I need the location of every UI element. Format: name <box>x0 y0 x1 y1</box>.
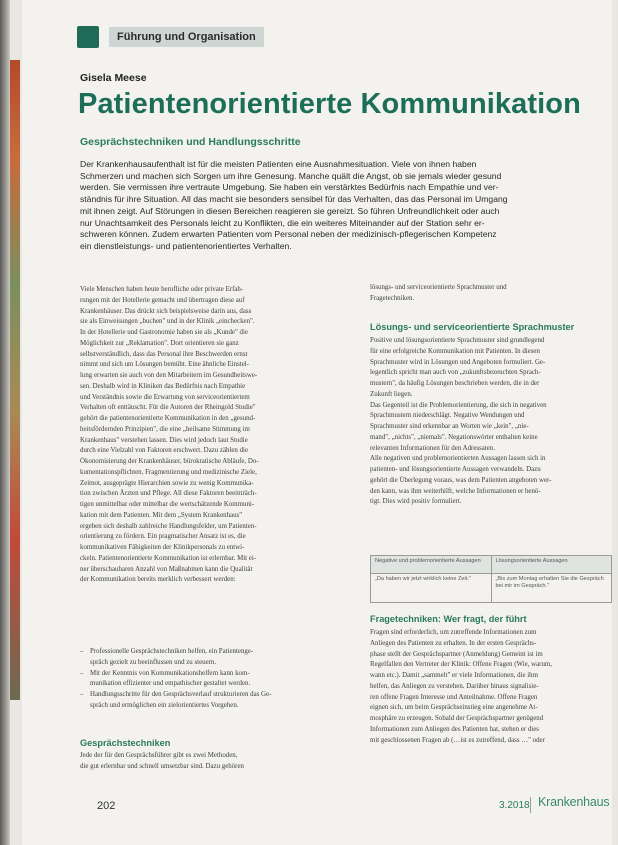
heading-gespraechstechniken: Gesprächstechniken <box>80 738 171 748</box>
text-line: relevanten Informationen für den Adressaten. <box>370 444 495 452</box>
text-line: sie als Einweisungen „buchen" und in der Klinik „einchecken". <box>80 318 255 326</box>
text-line: Sprachmustern niederschlägt. Negative Wendungen und <box>370 412 525 420</box>
list-item: spräch gezielt zu beeinflussen und zu steuern. <box>90 658 217 666</box>
text-line: Fragen sind erforderlich, um zutreffende Informationen zum <box>370 629 537 636</box>
text-line: kation mit dem Patienten. Mit dem „System Krankenhaus" <box>80 511 243 519</box>
section-label: Führung und Organisation <box>109 27 264 47</box>
list-item: – Handlungsschritte für den Gesprächsverlauf strukturieren das Ge- <box>80 690 325 701</box>
text-line: phase stellt der Gesprächspartner (Anmeldung) Gemeint ist im <box>370 650 543 658</box>
text-line: gehört die Überlegung voraus, was dem Patienten angeboten wer- <box>370 476 552 484</box>
comparison-table <box>370 555 612 603</box>
text-line: gehört die patientenorientierte Kommunikation in den „gesund- <box>80 415 256 422</box>
heading-loesungsorientierte-sprachmuster: Lösungs- und serviceorientierte Sprachmuster <box>370 322 575 332</box>
intro-line: Der Krankenhausaufenthalt ist für die meisten Patienten eine Ausnahmesituation. Viele von ihnen haben <box>80 159 477 169</box>
intro-line: ständnis für ihre Situation. All das macht sie besonders sensibel für das Verhalten, das das Personal im Umgang <box>80 194 508 205</box>
text-line: Anliegen des Patienten zu erhalten. In der ersten Gesprächs- <box>370 639 537 647</box>
article-author: Gisela Meese <box>80 72 147 84</box>
text-line: den kann, was ihm weiterhilft, welche Informationen er benö- <box>370 487 541 495</box>
text-line: wann etc.). Damit „sammelt" er viele Informationen, die ihm <box>370 672 538 679</box>
adjacent-page-edge <box>10 60 20 700</box>
text-line: Das Gegenteil ist die Problemorientierung, die sich in negativen <box>370 401 547 409</box>
list-item: – Professionelle Gesprächstechniken helfen, ein Patientenge- <box>80 647 325 658</box>
text-line: kumentationspflichten, Fragmentierung und medizinische Ziele, <box>80 468 257 476</box>
text-line: Regelfallen den Vertreter der Klinik: Offene Fragen (Wie, warum, <box>370 661 552 669</box>
text-line: Informationen zum Anliegen des Patienten hat, stehen er dies <box>370 725 539 733</box>
text-line: rungen mit der Hotellerie gemacht und übertragen diese auf <box>80 296 245 304</box>
table-cell: „Da haben wir jetzt wirklich keine Zeit." <box>375 576 471 582</box>
section-marker-icon <box>77 26 99 48</box>
text-line: eignen sich, um beim Gesprächseinstieg eine angenehme At- <box>370 704 538 712</box>
left-column-body <box>80 285 325 586</box>
text-line: Fragetechniken. <box>370 294 415 302</box>
text-line: sen. Deshalb wird in Kliniken das Bedürfnis nach Empathie <box>80 382 246 390</box>
text-line: Verhalten oft enttäuscht. Für die Autoren der Rheingold Studie" <box>80 404 256 412</box>
text-line: für eine erfolgreiche Kommunikation mit Patienten. In diesen <box>370 347 540 355</box>
intro-line: mit ihnen zeigt. Auf Störungen in diesen Bereichen reagieren sie gereizt. So führen Unfreundlichkeit oder auch <box>80 205 500 216</box>
text-line: mosphäre zu erzeugen. Sobald der Gesprächspartner genügend <box>370 715 544 722</box>
list-item: spräch und ermöglichen ein zielorientiertes Vorgehen. <box>90 701 239 709</box>
loesungs-body <box>370 336 612 508</box>
text-line: In der Hotellerie und Gastronomie haben sie als „Kunde" die <box>80 329 248 336</box>
text-line: mustern", da häufig Lösungen beschrieben werden, die in der <box>370 380 540 387</box>
text-line: ergeben sich deshalb zahlreiche Handlungsfelder, um Patienten- <box>80 522 257 530</box>
gespraechstechniken-body <box>80 751 325 773</box>
intro-line: nur Unachtsamkeit des Personals leicht zu Konflikten, die ein weiteres Miteinander auf der Station sehr er- <box>80 217 485 228</box>
page-number: 202 <box>97 800 116 812</box>
text-line: heitsfördernden Prinzipien", die eine „heilsame Stimmung im <box>80 425 250 433</box>
table-cell: „Bis zum Montag erhalten Sie die Gespräch bei mir im Gespräch." <box>491 574 612 602</box>
text-line: mit geschlossenen Fragen ab (…ist es zutreffend, dass …" oder <box>370 736 545 744</box>
bullet-mark: – <box>80 691 84 698</box>
text-line: Alle negativen und problemorientierten Aussagen lassen sich in <box>370 455 546 463</box>
list-item: – Mit der Kenntnis von Kommunikationshelfern kann kom- <box>80 669 325 680</box>
text-line: orientierung zu fördern. Ein pragmatischer Ansatz ist es, die <box>80 533 246 541</box>
text-line: und Verständnis sowie die Erwartung von serviceorientiertem <box>80 393 250 401</box>
text-line: kommunikativen Fähigkeiten der Klinikpersonals zu entwi- <box>80 544 245 551</box>
text-line: nimmt und sich um Lösungen bemüht. Eine ähnliche Einstel- <box>80 361 249 369</box>
fragetechniken-body <box>370 628 612 746</box>
text-line: Krankenhaus" verstehen lassen. Dies wird jedoch laut Studie <box>80 436 248 444</box>
heading-fragetechniken: Fragetechniken: Wer fragt, der führt <box>370 614 527 624</box>
text-line: durch eine Vielzahl von Faktoren erschwert. Dazu zählen die <box>80 447 249 455</box>
text-line: der Kommunikation bereits merklich verbessert werden: <box>80 576 236 584</box>
text-line: Krankenhäuser. Das drückt sich beispielsweise darin aus, dass <box>80 307 252 315</box>
text-line: ckeln. Patientenorientierte Kommunikation ist erlernbar. Mit ei- <box>80 554 257 562</box>
intro-line: ein dienstleistungs- und patientenorientiertes Verhalten. <box>80 240 292 251</box>
intro-line: schweren können. Zudem erwarten Patienten vom Personal neben der medizinisch-pflegerischen Kompetenz <box>80 229 497 240</box>
text-line: mand", „nichts", „niemals". Negationswörter enthalten keine <box>370 433 538 441</box>
section-header <box>77 26 264 48</box>
text-line: Zeitnot, ausgeprägte Hierarchien sowie zu wenig Kommunika- <box>80 479 254 487</box>
text-line: ren offene Fragen Interesse und Anteilnahme. Offene Fragen <box>370 693 538 701</box>
text-line: Sprachmuster sind erkennbar an Worten wie „kein", „nie- <box>370 423 529 430</box>
text-line: Zukunft liegen. <box>370 390 413 398</box>
bullet-mark: – <box>80 669 84 677</box>
table-header-cell: Lösungsorientierte Aussagen <box>491 556 612 573</box>
article-title: Patientenorientierte Kommunikation <box>78 88 581 120</box>
footer-divider <box>530 797 531 813</box>
text-line: helfen, das Anliegen zu verstehen. Darüber hinaus signalisie- <box>370 682 539 690</box>
intro-line: Schmerzen und machen sich Sorgen um ihre Genesung. Manche quält die Angst, ob sie jemals wieder gesund <box>80 170 502 181</box>
intro-line: werden. Sie vermissen ihre vertraute Umgebung. Sie haben ein verstärktes Bedürfnis nach Empathie und ver- <box>80 182 499 193</box>
text-line: Viele Menschen haben heute berufliche oder private Erfah- <box>80 286 244 293</box>
text-line: legentlich spricht man auch von „zukunftsbezeuchten Sprach- <box>370 369 541 377</box>
magazine-page <box>22 0 612 845</box>
bullet-list <box>80 647 325 712</box>
text-line: tigt. Dies wird positiv formuliert. <box>370 498 462 506</box>
text-line: selbstverständlich, dass das Personal ihre Beschwerden ernst <box>80 350 248 358</box>
text-line: Sprachmuster wird in Lösungen und Angeboten formuliert. Ge- <box>370 358 546 366</box>
text-line: tigen unmittelbar oder mittelbar die wertschätzende Kommuni- <box>80 501 255 508</box>
text-line: Jede der für den Gesprächsführer gibt es zwei Methoden, <box>80 752 238 759</box>
text-line: lung erwarten sie auch von den Mitarbeitern im Gesundheitswe- <box>80 372 258 379</box>
text-line: lösungs- und serviceorientierte Sprachmuster und <box>370 284 507 291</box>
article-intro <box>80 159 580 253</box>
magazine-brand: Krankenhaus <box>538 795 610 809</box>
text-line: die gut erlernbar und schnell umsetzbar sind. Dazu gehören <box>80 762 244 770</box>
text-line: Ökonomisierung der Krankenhäuser, bürokratische Abläufe, Do- <box>80 458 259 465</box>
text-line: Positive und lösungsorientierte Sprachmuster sind grundlegend <box>370 337 545 344</box>
text-line: Möglichkeit zur „Reklamation". Dort orientieren sie ganz <box>80 339 239 347</box>
bullet-mark: – <box>80 648 84 655</box>
table-header-row <box>371 556 611 574</box>
text-line: patienten- und lösungsorientierte Aussagen verwandeln. Dazu <box>370 466 541 473</box>
right-column-top <box>370 283 612 305</box>
text-line: ner überschaubaren Anzahl von Maßnahmen kann die Qualität <box>80 565 253 573</box>
table-header-cell: Negative und problemorientierte Aussagen <box>375 558 481 564</box>
text-line: tion zwischen Ärzten und Pflege. All diese Faktoren beeinträch- <box>80 490 257 498</box>
article-subtitle: Gesprächstechniken und Handlungsschritte <box>80 136 301 148</box>
scan-edge-shadow <box>0 0 10 845</box>
list-item: munikation effizienter und empathischer gestaltet werden. <box>90 680 251 688</box>
issue-number: 3.2018 <box>499 800 530 811</box>
table-row <box>371 574 611 602</box>
